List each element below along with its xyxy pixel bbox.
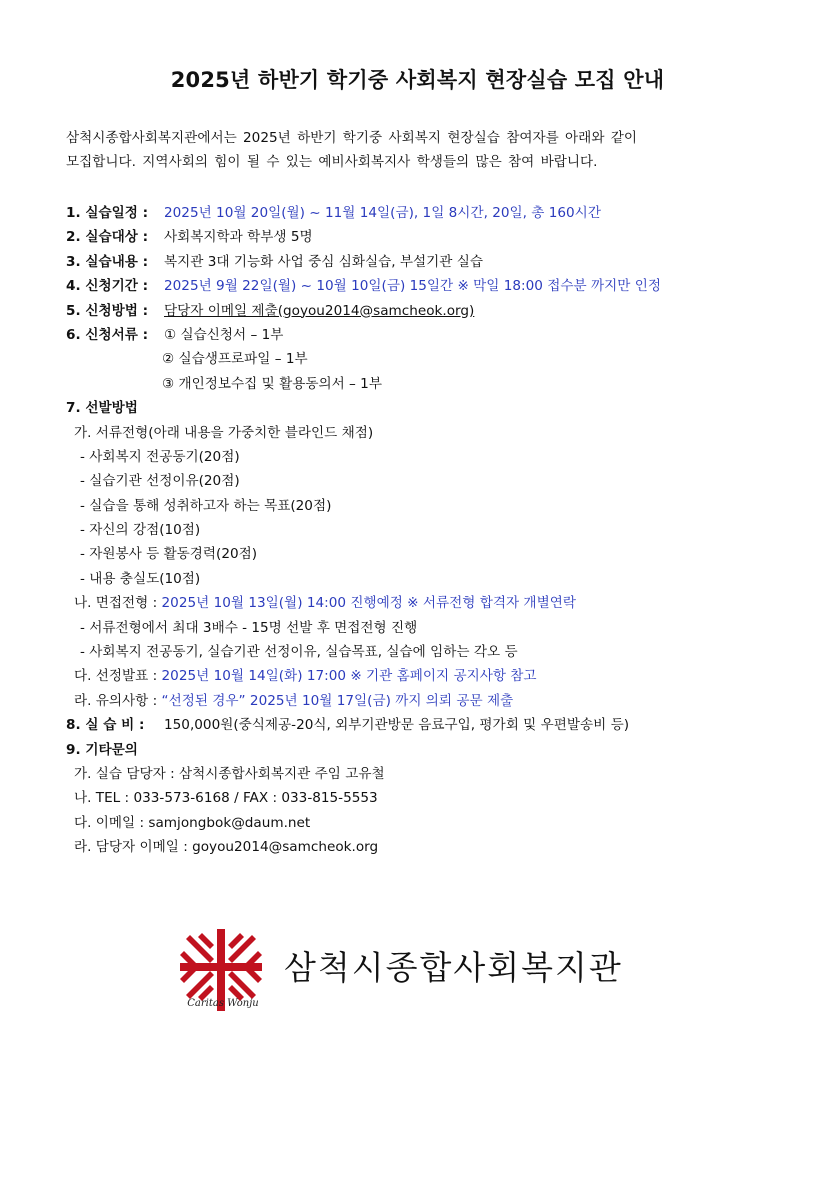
organization-name: 삼척시종합사회복지관 [284, 948, 623, 987]
criteria-item: - 실습기관 선정이유(20점) [80, 473, 240, 490]
item-label: 6. 신청서류 : [66, 326, 149, 343]
item-value: 사회복지학과 학부생 5명 [164, 229, 313, 246]
contact-line: 다. 이메일 : samjongbok@daum.net [74, 814, 311, 831]
intro-line: 삼척시종합사회복지관에서는 2025년 하반기 학기중 사회복지 현장실습 참여자를 아래와 같이 [66, 130, 638, 146]
announcement-value: 2025년 10월 14일(화) 17:00 ※ 기관 홈페이지 공지사항 참고 [161, 668, 537, 685]
selection-interview [66, 591, 786, 615]
item-label: 2. 실습대상 : [66, 229, 149, 246]
selection-announcement [66, 664, 786, 688]
item-value: 복지관 3대 기능화 사업 중심 심화실습, 부설기관 실습 [164, 253, 483, 270]
announcement-label: 다. 선정발표 : [74, 668, 158, 685]
contact-line: 라. 담당자 이메일 : goyou2014@samcheok.org [74, 839, 379, 856]
item-schedule [66, 201, 786, 225]
selection-document-screening: 가. 서류전형(아래 내용을 가중치한 블라인드 채점) [74, 424, 374, 441]
item-fee [66, 713, 786, 737]
interview-note: - 서류전형에서 최대 3배수 - 15명 선발 후 면접전형 진행 [80, 619, 418, 636]
document-entry: ③ 개인정보수집 및 활용동의서 – 1부 [162, 375, 382, 392]
criteria-item: - 실습을 통해 성취하고자 하는 목표(20점) [80, 497, 332, 514]
interview-label: 나. 면접전형 : [74, 595, 158, 612]
document-entry: ① 실습신청서 – 1부 [164, 326, 284, 343]
page-title: 2025년 하반기 학기중 사회복지 현장실습 모집 안내 [170, 68, 665, 92]
item-period [66, 274, 786, 298]
item-label: 3. 실습내용 : [66, 253, 149, 270]
item-method [66, 299, 786, 323]
document-entry: ② 실습생프로파일 – 1부 [162, 351, 308, 368]
item-selection: 7. 선발방법 [66, 400, 138, 417]
contact-line: 가. 실습 담당자 : 삼척시종합사회복지관 주임 고유철 [74, 765, 385, 782]
item-value: 2025년 9월 22일(월) ~ 10월 10일(금) 15일간 ※ 막일 18:00 접수분 까지만 인정 [164, 278, 661, 295]
criteria-item: - 자원봉사 등 활동경력(20점) [80, 546, 258, 563]
criteria-item: - 사회복지 전공동기(20점) [80, 448, 240, 465]
selection-notice [66, 689, 786, 713]
interview-value: 2025년 10월 13일(월) 14:00 진행예정 ※ 서류전형 합격자 개별연락 [161, 595, 576, 612]
criteria-item: - 자신의 강점(10점) [80, 522, 201, 539]
intro-line: 모집합니다. 지역사회의 힘이 될 수 있는 예비사회복지사 학생들의 많은 참여 바랍니다. [66, 154, 598, 170]
notice-label: 라. 유의사항 : [74, 692, 158, 709]
item-value: 2025년 10월 20일(월) ~ 11월 14일(금), 1일 8시간, 20일, 총 160시간 [164, 205, 601, 221]
item-label: 1. 실습일정 : [66, 205, 149, 221]
interview-note: - 사회복지 전공동기, 실습기관 선정이유, 실습목표, 실습에 임하는 각오 등 [80, 644, 518, 661]
item-target [66, 225, 786, 249]
item-label: 5. 신청방법 : [66, 302, 149, 319]
intro-paragraph [66, 126, 766, 174]
item-documents [66, 323, 786, 347]
logo-caption: Caritas Wonju [187, 998, 259, 1009]
notice-value: “선정된 경우” 2025년 10월 17일(금) 까지 의뢰 공문 제출 [161, 692, 514, 709]
item-label: 8. 실 습 비 : [66, 717, 145, 734]
criteria-item: - 내용 충실도(10점) [80, 570, 201, 587]
item-label: 4. 신청기간 : [66, 278, 149, 295]
info-list [66, 201, 786, 860]
item-value: 담당자 이메일 제출(goyou2014@samcheok.org) [164, 302, 475, 319]
item-content [66, 250, 786, 274]
contact-line: 나. TEL : 033-573-6168 / FAX : 033-815-5553 [74, 790, 378, 807]
item-contact: 9. 기타문의 [66, 741, 138, 758]
item-value: 150,000원(중식제공-20식, 외부기관방문 음료구입, 평가회 및 우편발송비 등) [164, 717, 630, 734]
